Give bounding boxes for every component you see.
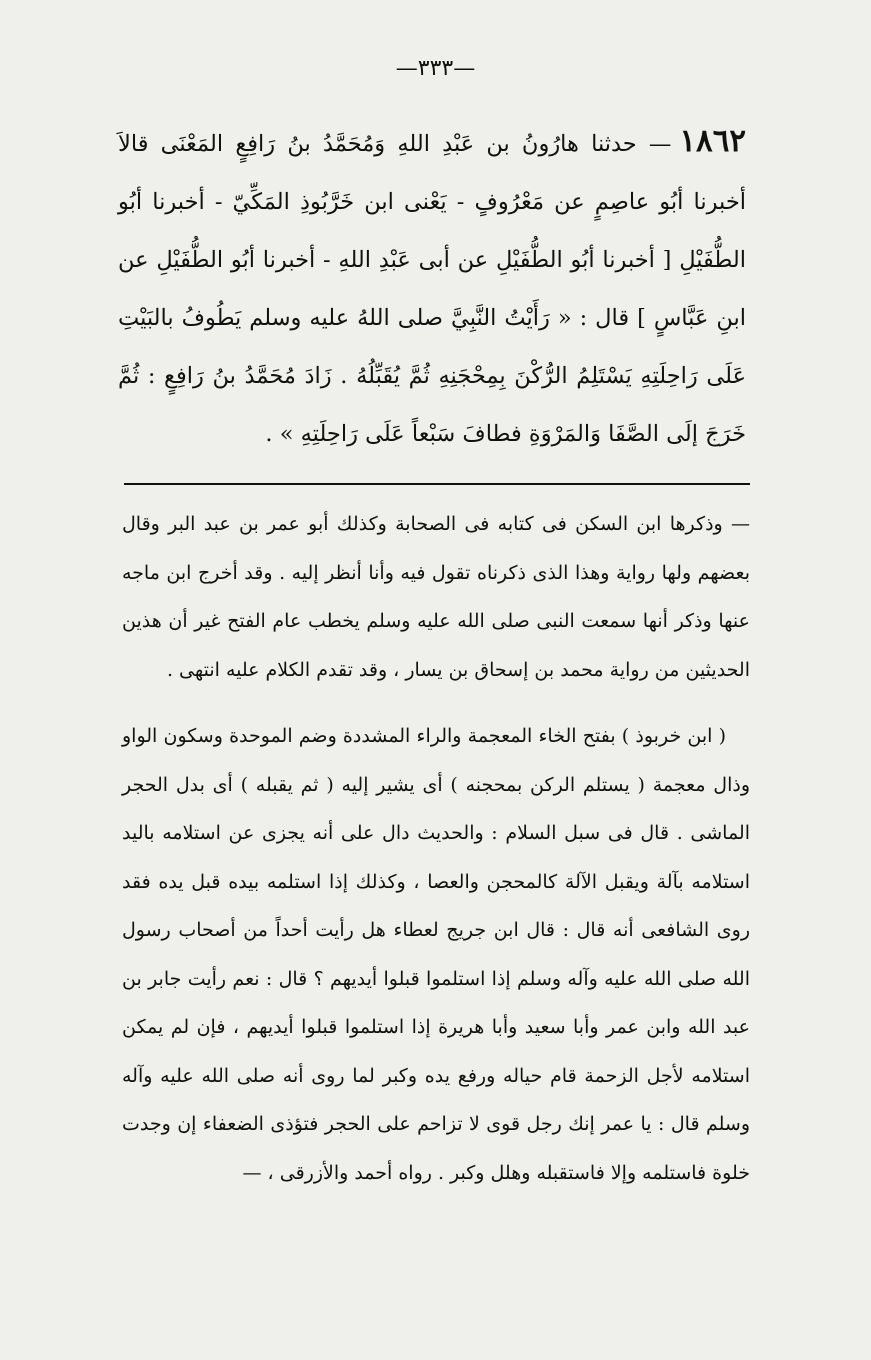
hadith-block — [118, 112, 746, 463]
commentary-paragraph — [122, 712, 750, 1197]
hadith-text: — حدثنا هارُونُ بن عَبْدِ اللهِ وَمُحَمَّدُ بنُ رَافِعٍ المَعْنَى قالاَ أخبرنا أبُو عاصِمٍ عن مَعْرُوفٍ - يَعْنى ابن خَرَّبُوذِ المَكِّيّ - أخبرنا أبُو الطُّفَيْلِ [ أخبرنا أبُو الطُّفَيْلِ عن أبى عَبْدِ اللهِ - أخبرنا أبُو الطُّفَيْلِ عن ابنِ عَبَّاسٍ ] قال : « رَأَيْتُ النَّبِيَّ صلى اللهُ عليه وسلم يَطُوفُ بالبَيْتِ عَلَى رَاحِلَتِهِ يَسْتَلِمُ الرُّكْنَ بِمِحْجَنِهِ ثُمَّ يُقَبِّلُهُ . زَادَ مُحَمَّدُ بنُ رَافِعٍ : ثُمَّ خَرَجَ إلَى الصَّفَا وَالمَرْوَةِ فطافَ سَبْعاً عَلَى رَاحِلَتِهِ » . — [118, 131, 746, 447]
hadith-number: ١٨٦٢ — [679, 123, 746, 159]
footnote-separator — [124, 483, 750, 485]
commentary-paragraph — [122, 500, 750, 694]
commentary-text: ( ابن خربوذ ) بفتح الخاء المعجمة والراء المشددة وضم الموحدة وسكون الواو وذال معجمة ( يستلم الركن بمحجنه ) أى يشير إليه ( ثم يقبله ) أى بدل الحجر الماشى . قال فى سبل السلام : والحديث دال على أنه يجزى عن استلامه باليد استلامه بآلة ويقبل الآلة كالمحجن والعصا ، وكذلك إذا استلمه بيده قبل يده فقد روى الشافعى أنه قال : قال ابن جريج لعطاء هل رأيت أحداً من أصحاب رسول الله صلى الله عليه وآله وسلم إذا استلموا قبلوا أيديهم ؟ قال : نعم رأيت جابر بن عبد الله وابن عمر وأبا سعيد وأبا هريرة إذا استلموا قبلوا أيديهم ، فإن لم يمكن استلامه لأجل الزحمة قام حياله ورفع يده وكبر لما روى أنه صلى الله عليه وآله وسلم قال : يا عمر إنك رجل قوى لا تزاحم على الحجر فتؤذى الضعفاء إن وجدت خلوة فاستلمه وإلا فاستقبله وهلل وكبر . رواه أحمد والأزرقى ، — — [122, 725, 750, 1184]
commentary-text: — وذكرها ابن السكن فى كتابه فى الصحابة وكذلك أبو عمر بن عبد البر وقال بعضهم ولها رواية وهذا الذى ذكرناه تقول فيه وأنا أنظر إليه . وقد أخرج ابن ماجه عنها وذكر أنها سمعت النبى صلى الله عليه وسلم يخطب عام الفتح غير أن هذين الحديثين من رواية محمد بن إسحاق بن يسار ، وقد تقدم الكلام عليه انتهى . — [122, 513, 750, 681]
commentary-block — [122, 500, 750, 1197]
page-number: —٣٣٣— — [395, 56, 476, 81]
